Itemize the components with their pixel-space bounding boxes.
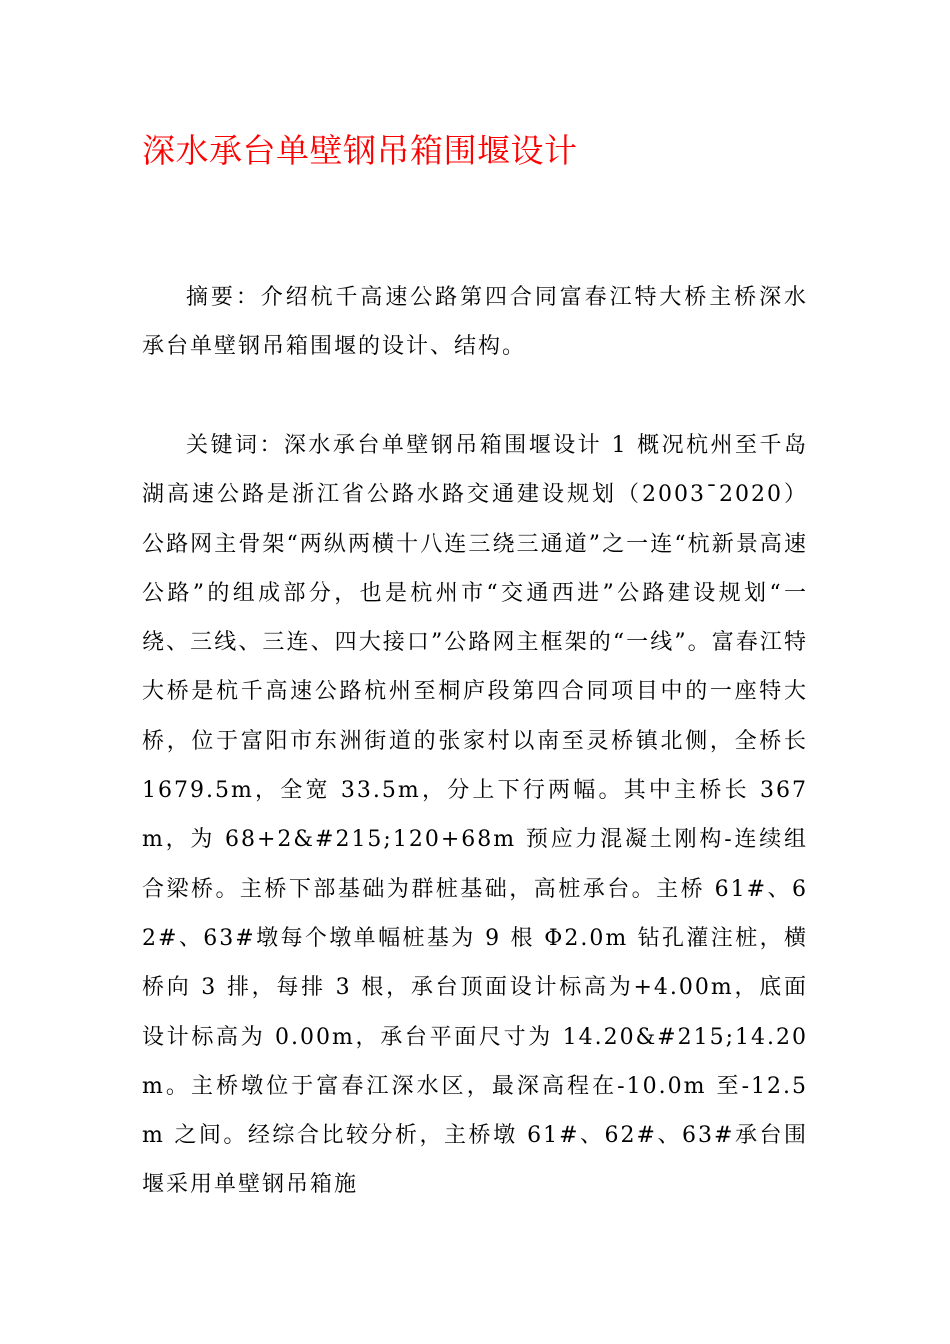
body-paragraph: 关键词：深水承台单壁钢吊箱围堰设计 1 概况杭州至千岛湖高速公路是浙江省公路水路交通建设规划（2003¯2020）公路网主骨架“两纵两横十八连三绕三通道”之一连“杭新景高速公路”的组成部分，也是杭州市“交通西进”公路建设规划“一绕、三线、三连、四大接口”公路网主框架的“一线”。富春江特大桥是杭千高速公路杭州至桐庐段第四合同项目中的一座特大桥，位于富阳市东洲街道的张家村以南至灵桥镇北侧，全桥长 1679.5m，全宽 33.5m，分上下行两幅。其中主桥长 367m，为 68+2&#215;120+68m 预应力混凝土刚构-连续组合梁桥。主桥下部基础为群桩基础，高桩承台。主桥 61#、62#、63#墩每个墩单幅桩基为 9 根 Φ2.0m 钻孔灌注桩，横桥向 3 排，每排 3 根，承台顶面设计标高为+4.00m，底面设计标高为 0.00m，承台平面尺寸为 14.20&#215;14.20m。主桥墩位于富春江深水区，最深高程在-10.0m 至-12.5m 之间。经综合比较分析，主桥墩 61#、62#、63#承台围堰采用单壁钢吊箱施 [142, 433, 808, 1198]
abstract-paragraph: 摘要：介绍杭千高速公路第四合同富春江特大桥主桥深水承台单壁钢吊箱围堰的设计、结构。 [142, 285, 808, 360]
document-title: 深水承台单壁钢吊箱围堰设计 [142, 131, 578, 170]
